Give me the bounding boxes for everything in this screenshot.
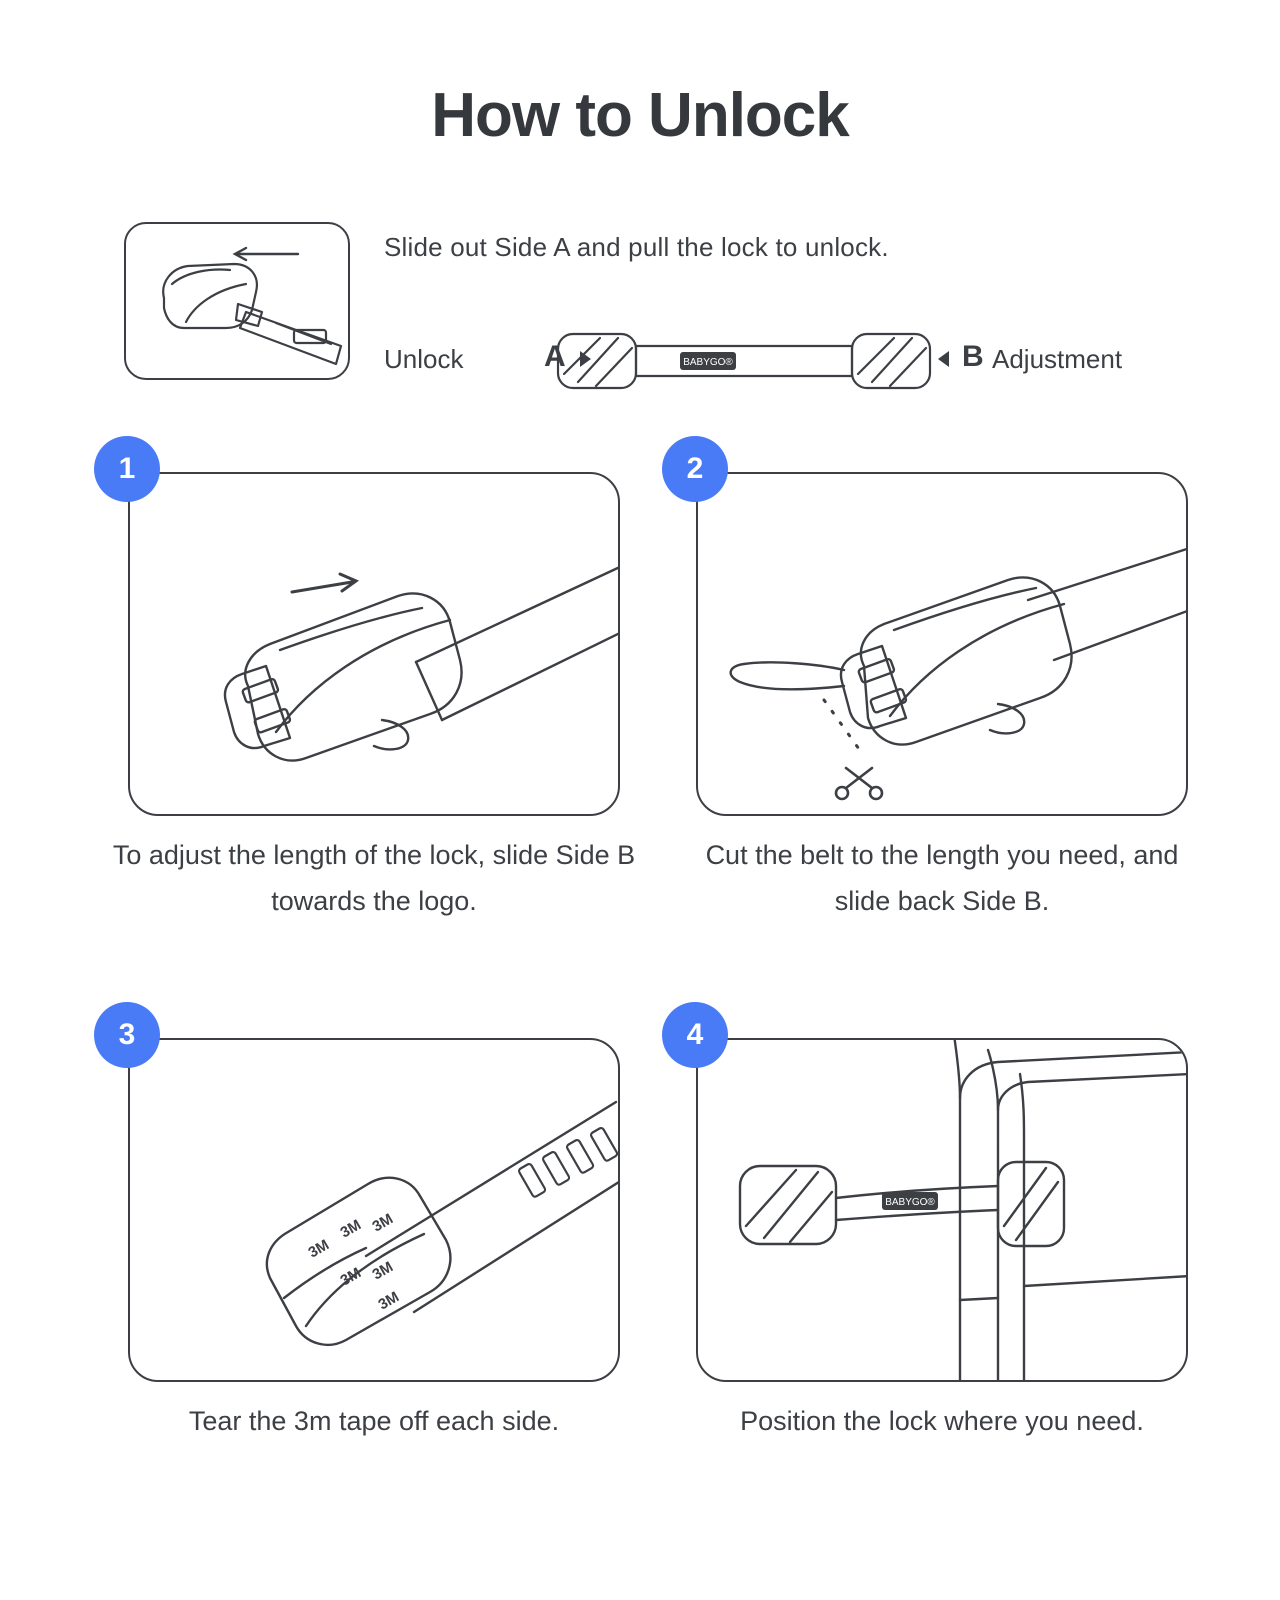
belt-cut-scissors-icon (698, 474, 1188, 816)
svg-text:3M: 3M (305, 1236, 333, 1262)
belt-diagram (552, 312, 936, 410)
tape-3m-labels (306, 1210, 403, 1313)
triangle-left-icon (938, 351, 949, 367)
unlock-adjustment-row (384, 330, 1184, 392)
intro-description: Slide out Side A and pull the lock to unlock. (384, 232, 889, 262)
peel-3m-tape-icon (130, 1040, 620, 1382)
step-1-number: 1 (94, 436, 160, 502)
svg-text:BABYGO®: BABYGO® (683, 357, 733, 368)
scissors-icon (836, 768, 882, 799)
step-4-caption: Position the lock where you need. (740, 1406, 1144, 1436)
step-3-illustration-card (128, 1038, 620, 1382)
arrow-left-icon (235, 248, 298, 260)
arrow-right-icon (292, 574, 356, 592)
step-3-number: 3 (94, 1002, 160, 1068)
svg-text:3M: 3M (337, 1264, 365, 1290)
svg-text:3M: 3M (337, 1216, 365, 1242)
buckle-slide-arrow-right-icon (130, 474, 620, 816)
step-2-illustration-card (696, 472, 1188, 816)
step-1-caption: To adjust the length of the lock, slide Side B towards the logo. (112, 840, 636, 916)
svg-text:3M: 3M (369, 1258, 397, 1284)
cut-dashed-line (824, 700, 864, 756)
brand-chip (882, 1192, 938, 1210)
strap-ribs (518, 1127, 618, 1198)
step-2-caption: Cut the belt to the length you need, and slide back Side B. (705, 840, 1179, 916)
step-3-caption: Tear the 3m tape off each side. (188, 1406, 560, 1436)
unlock-label: Unlock (384, 344, 464, 374)
side-a-letter: A (544, 340, 566, 373)
brand-chip (680, 352, 736, 370)
page-title: How to Unlock (431, 81, 849, 150)
svg-text:3M: 3M (375, 1288, 403, 1314)
step-1-illustration-card (128, 472, 620, 816)
lock-slide-out-icon (126, 224, 350, 380)
svg-text:BABYGO®: BABYGO® (885, 1197, 935, 1208)
step-4-number: 4 (662, 1002, 728, 1068)
side-b-letter: B (962, 340, 984, 373)
svg-text:3M: 3M (369, 1210, 397, 1236)
adjustment-label: Adjustment (992, 344, 1123, 374)
lock-on-door-icon (698, 1040, 1188, 1382)
intro-thumbnail (124, 222, 350, 380)
step-2-number: 2 (662, 436, 728, 502)
step-4-illustration-card (696, 1038, 1188, 1382)
